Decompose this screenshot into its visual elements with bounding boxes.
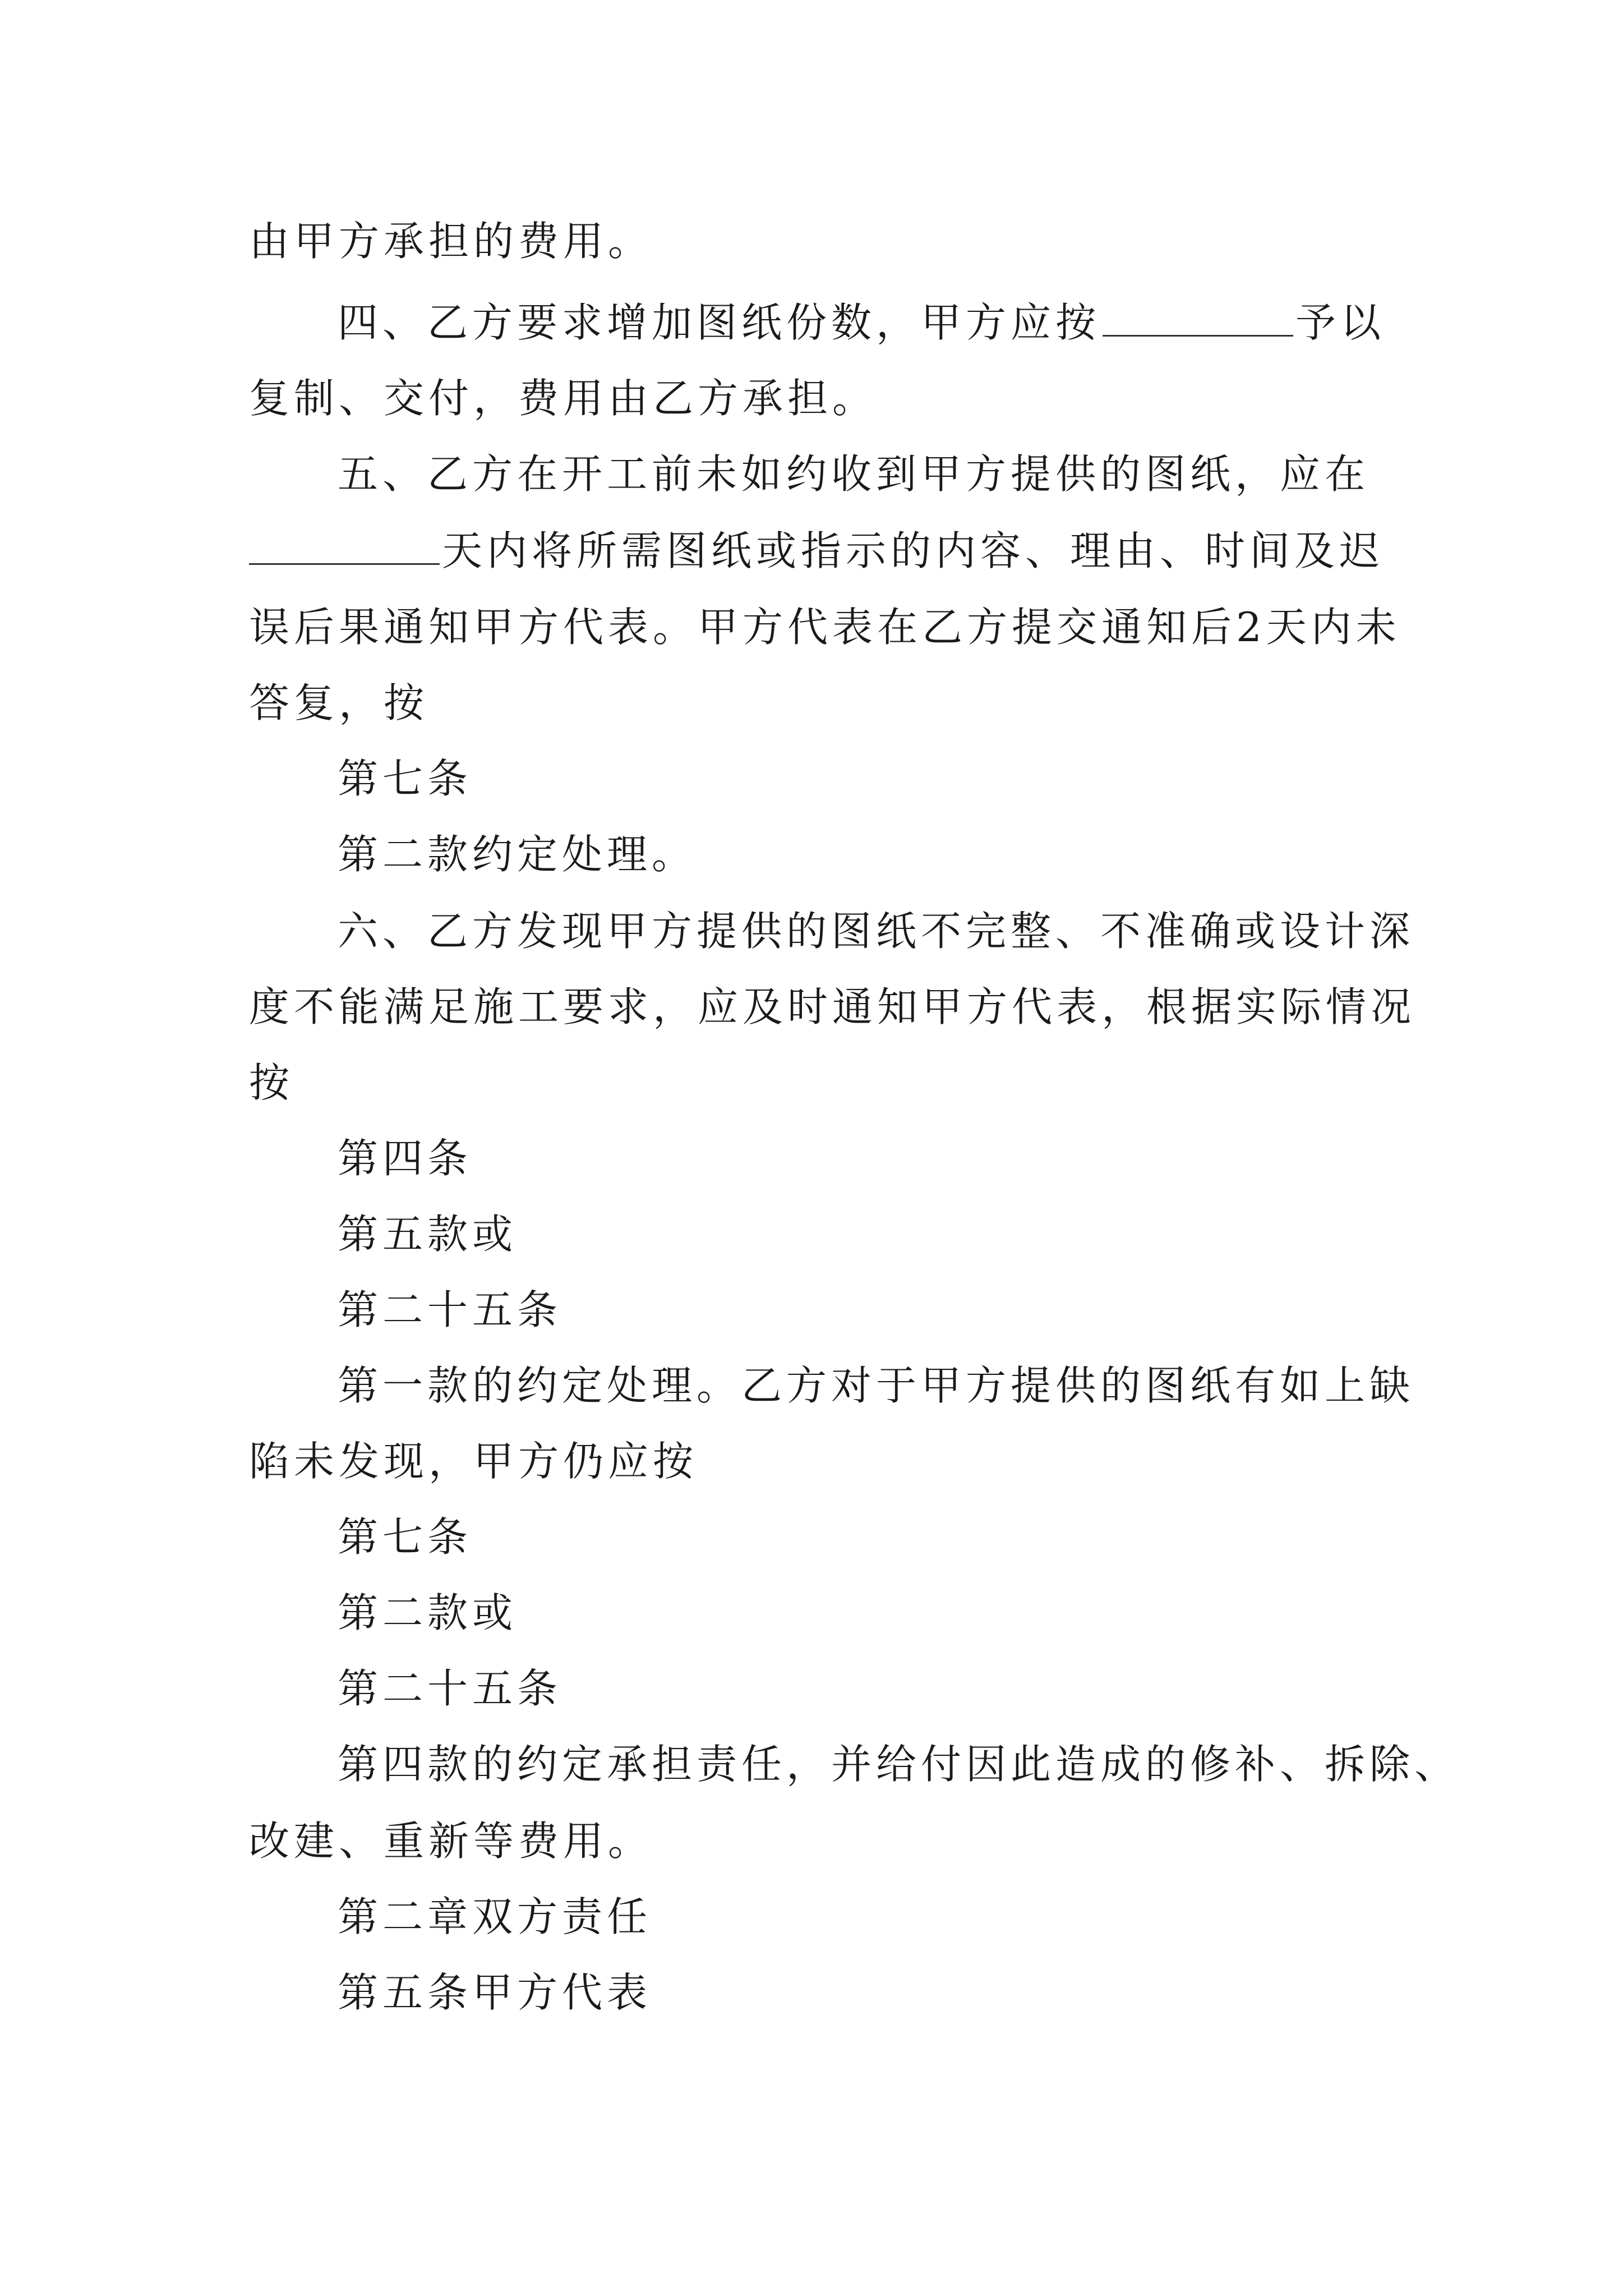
text-line: 由甲方承担的费用。 [249,218,653,265]
text-segment: 四、乙方要求增加图纸份数，甲方应按 [338,299,1101,346]
section-heading: 第五条甲方代表 [338,1969,652,2016]
text-line: 第二十五条 [338,1286,562,1333]
section-heading: 第二章双方责任 [338,1893,652,1940]
text-line: 第七条 [338,1513,473,1561]
text-line: 改建、重新等费用。 [249,1818,653,1865]
text-segment: 天内将所需图纸或指示的内容、理由、时间及迟 [442,527,1385,574]
text-line: 第七条 [338,755,473,802]
text-line [249,526,1384,576]
text-line: 按 [249,1059,294,1106]
text-line: 第二款约定处理。 [338,831,697,878]
text-line: 六、乙方发现甲方提供的图纸不完整、不准确或设计深 [338,908,1415,955]
text-line: 第四条 [338,1135,473,1182]
text-line: 误后果通知甲方代表。甲方代表在乙方提交通知后2天内未 [249,604,1401,651]
text-line: 第一款的约定处理。乙方对于甲方提供的图纸有如上缺 [338,1362,1415,1409]
text-line: 答复，按 [249,679,429,726]
text-segment: 予以 [1295,299,1386,346]
text-line: 第四款的约定承担责任，并给付因此造成的修补、拆除、 [338,1741,1460,1788]
fill-in-blank [1103,301,1293,337]
text-line: 五、乙方在开工前未如约收到甲方提供的图纸，应在 [338,450,1370,498]
fill-in-blank [249,530,440,565]
text-line: 第二款或 [338,1589,518,1636]
text-line: 第二十五条 [338,1665,562,1712]
text-line [338,297,1385,348]
text-line: 陷未发现，甲方仍应按 [249,1438,698,1485]
text-line: 第五款或 [338,1211,518,1258]
text-line: 复制、交付，费用由乙方承担。 [249,375,878,422]
text-line: 度不能满足施工要求，应及时通知甲方代表，根据实际情况 [249,983,1416,1030]
